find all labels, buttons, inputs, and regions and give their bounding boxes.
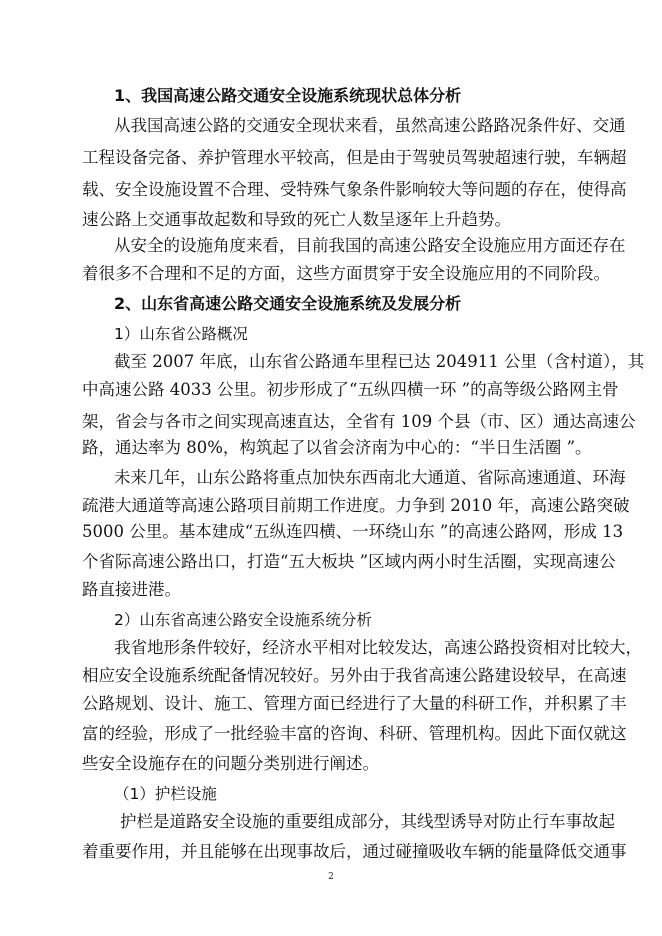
paragraph-line: 未来几年，山东公路将重点加快东西南北大通道、省际高速通道、环海 [114, 468, 626, 487]
subsection-heading-1: 1）山东省公路概况 [114, 325, 248, 343]
paragraph-line: 富的经验，形成了一批经验丰富的咨询、科研、管理机构。因此下面仅就这 [82, 724, 627, 743]
paragraph-line: 载、安全设施设置不合理、受特殊气象条件影响较大等问题的存在，使得高 [82, 180, 627, 199]
paragraph-line: 5000 公里。基本建成“五纵连四横、一环绕山东 ”的高速公路网，形成 13 [82, 522, 624, 541]
paragraph-line: 路，通达率为 80%，构筑起了以省会济南为中心的：“半日生活圈 ”。 [82, 438, 592, 457]
paragraph-line: 些安全设施存在的问题分类别进行阐述。 [82, 754, 379, 773]
paragraph-line: 工程设备完备、养护管理水平较高，但是由于驾驶员驾驶超速行驶，车辆超 [82, 148, 627, 167]
paragraph-line: 从安全的设施角度来看，目前我国的高速公路安全设施应用方面还存在 [114, 236, 626, 255]
subsection-heading-2: 2）山东省高速公路安全设施系统分析 [114, 611, 372, 629]
paragraph-line: 中高速公路 4033 公里。初步形成了“五纵四横一环 ”的高等级公路网主骨 [82, 380, 619, 399]
paragraph-line: 架，省会与各市之间实现高速直达，全省有 109 个县（市、区）通达高速公 [82, 412, 636, 431]
page-number: 2 [328, 872, 334, 882]
paragraph-line: 路直接进港。 [82, 580, 181, 599]
paragraph-line: 疏港大通道等高速公路项目前期工作进度。力争到 2010 年，高速公路突破 [82, 496, 630, 515]
paragraph-line: 公路规划、设计、施工、管理方面已经进行了大量的科研工作，并积累了丰 [82, 694, 627, 713]
paragraph-line: 速公路上交通事故起数和导致的死亡人数呈逐年上升趋势。 [82, 210, 511, 229]
paragraph-line: 从我国高速公路的交通安全现状来看，虽然高速公路路况条件好、交通 [114, 116, 626, 135]
paragraph-line: 着很多不合理和不足的方面，这些方面贯穿于安全设施应用的不同阶段。 [82, 264, 610, 283]
paragraph-line: 截至 2007 年底，山东省公路通车里程已达 204911 公里（含村道），其 [114, 352, 645, 371]
subsection-heading-3: （1）护栏设施 [114, 785, 217, 803]
paragraph-line: 个省际高速公路出口，打造“五大板块 ”区域内两小时生活圈，实现高速公 [82, 552, 616, 571]
paragraph-line: 相应安全设施系统配备情况较好。另外由于我省高速公路建设较早，在高速 [82, 666, 627, 685]
paragraph-line: 护栏是道路安全设施的重要组成部分，其线型诱导对防止行车事故起 [120, 812, 615, 831]
paragraph-line: 着重要作用，并且能够在出现事故后，通过碰撞吸收车辆的能量降低交通事 [82, 842, 627, 861]
section-heading-1: 1、我国高速公路交通安全设施系统现状总体分析 [114, 86, 462, 105]
section-heading-2: 2、山东省高速公路交通安全设施系统及发展分析 [114, 294, 462, 313]
paragraph-line: 我省地形条件较好，经济水平相对比较发达，高速公路投资相对比较大， [114, 638, 642, 657]
